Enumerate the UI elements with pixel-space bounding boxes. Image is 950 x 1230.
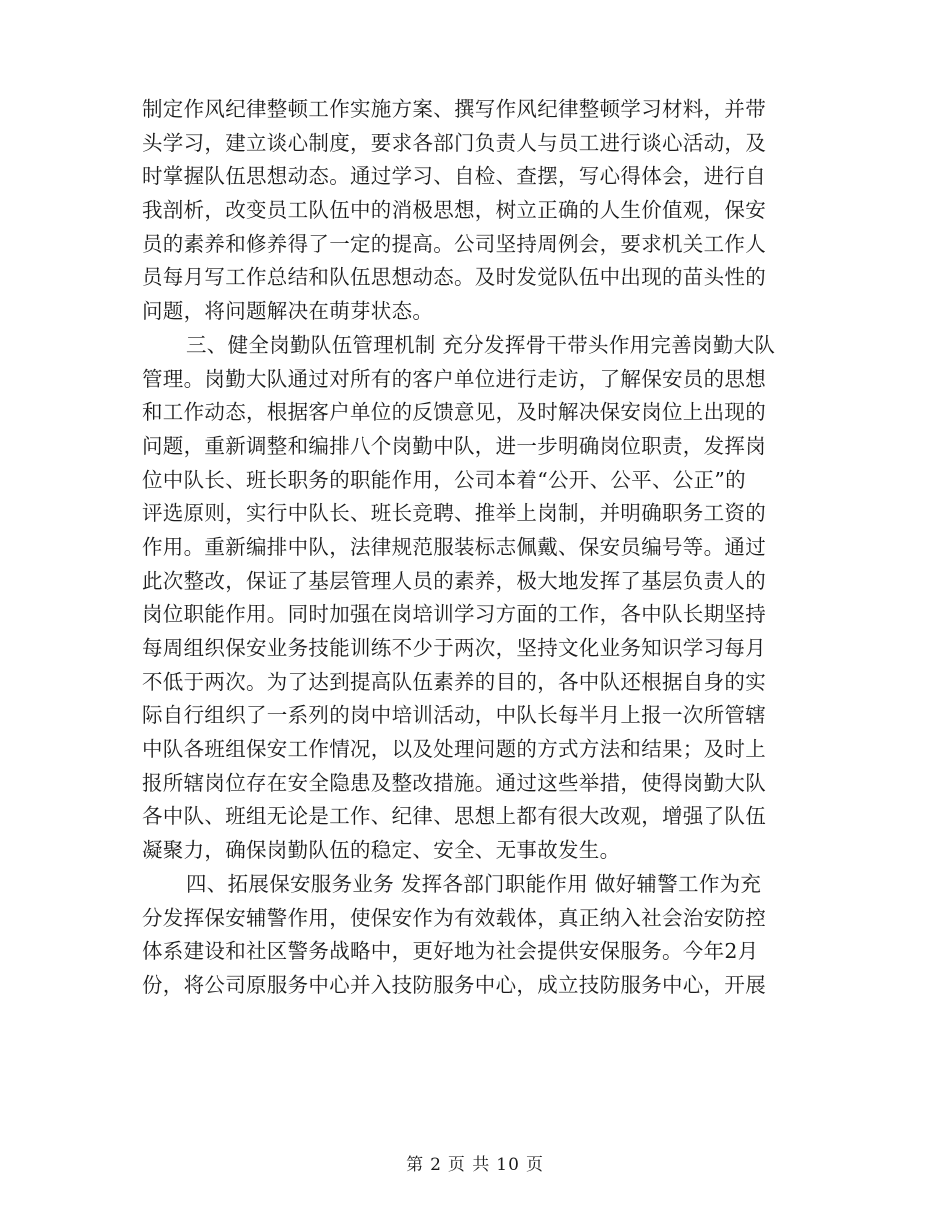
text-line: 评选原则，实行中队长、班长竞聘、推举上岗制，并明确职务工资的 [142, 501, 766, 526]
text-line: 份，将公司原服务中心并入技防服务中心，成立技防服务中心，开展 [142, 972, 766, 997]
footer-suffix: 页 [525, 1155, 544, 1175]
footer-prefix: 第 [406, 1155, 425, 1175]
text-line: 管理。岗勤大队通过对所有的客户单位进行走访，了解保安员的思想 [142, 366, 766, 391]
text-line: 此次整改，保证了基层管理人员的素养，极大地发挥了基层负责人的 [142, 568, 766, 593]
text-line: 位中队长、班长职务的职能作用，公司本着“公开、公平、公正”的 [142, 467, 746, 492]
text-line: 问题，重新调整和编排八个岗勤中队，进一步明确岗位职责，发挥岗 [142, 433, 766, 458]
text-line: 制定作风纪律整顿工作实施方案、撰写作风纪律整顿学习材料，并带 [142, 97, 766, 121]
text-line: 凝聚力，确保岗勤队伍的稳定、安全、无事故发生。 [142, 838, 621, 863]
section-heading-line: 三、健全岗勤队伍管理机制 充分发挥骨干带头作用完善岗勤大队 [186, 332, 776, 357]
current-page-number: 2 [430, 1155, 442, 1175]
text-line: 体系建设和社区警务战略中，更好地为社会提供安保服务。今年2月 [142, 939, 759, 964]
page-footer [0, 1150, 950, 1175]
text-line: 头学习，建立谈心制度，要求各部门负责人与员工进行谈心活动，及 [142, 130, 766, 155]
text-line: 作用。重新编排中队，法律规范服装标志佩戴、保安员编号等。通过 [142, 534, 766, 559]
text-line: 时掌握队伍思想动态。通过学习、自检、查摆，写心得体会，进行自 [142, 164, 766, 189]
footer-middle: 页 共 [447, 1155, 491, 1175]
text-line: 我剖析，改变员工队伍中的消极思想，树立正确的人生价值观，保安 [142, 198, 766, 223]
text-line: 报所辖岗位存在安全隐患及整改措施。通过这些举措，使得岗勤大队 [142, 770, 766, 795]
text-line: 各中队、班组无论是工作、纪律、思想上都有很大改观，增强了队伍 [142, 804, 766, 829]
section-heading-line: 四、拓展保安服务业务 发挥各部门职能作用 做好辅警工作为充 [186, 871, 762, 896]
text-line: 岗位职能作用。同时加强在岗培训学习方面的工作，各中队长期坚持 [142, 602, 766, 627]
text-line: 和工作动态，根据客户单位的反馈意见，及时解决保安岗位上出现的 [142, 400, 766, 425]
text-line: 员的素养和修养得了一定的提高。公司坚持周例会，要求机关工作人 [142, 231, 766, 256]
text-line: 中队各班组保安工作情况，以及处理问题的方式方法和结果；及时上 [142, 737, 766, 762]
body-text [142, 93, 802, 1003]
text-line: 际自行组织了一系列的岗中培训活动，中队长每半月上报一次所管辖 [142, 703, 766, 728]
total-pages-number: 10 [496, 1155, 520, 1175]
text-line: 员每月写工作总结和队伍思想动态。及时发觉队伍中出现的苗头性的 [142, 265, 766, 290]
text-line: 每周组织保安业务技能训练不少于两次，坚持文化业务知识学习每月 [142, 636, 766, 660]
text-line: 分发挥保安辅警作用，使保安作为有效载体，真正纳入社会治安防控 [142, 905, 766, 930]
text-line: 问题，将问题解决在萌芽状态。 [142, 299, 434, 324]
text-line: 不低于两次。为了达到提高队伍素养的目的，各中队还根据自身的实 [142, 669, 766, 694]
